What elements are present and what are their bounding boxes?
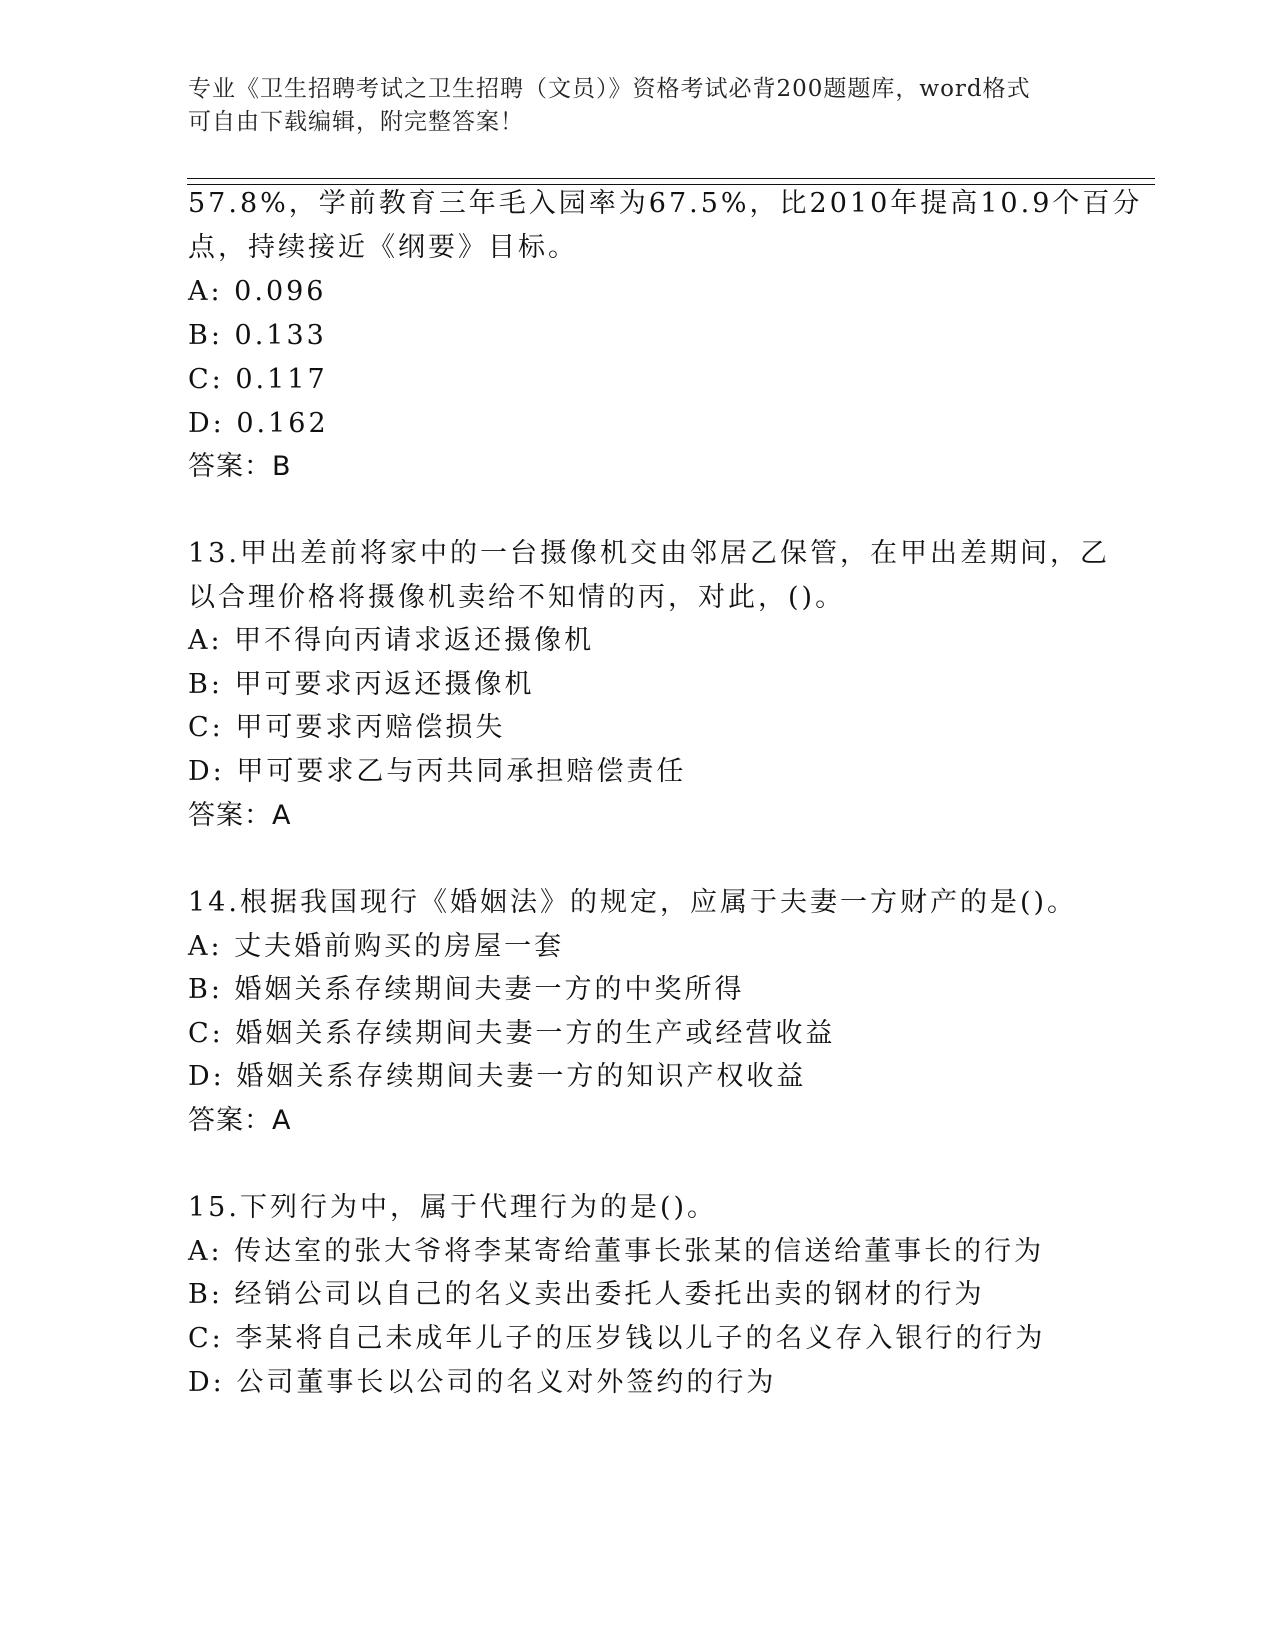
q14-option-c: C: 婚姻关系存续期间夫妻一方的生产或经营收益 <box>188 1018 836 1049</box>
q15-option-b: B: 经销公司以自己的名义卖出委托人委托出卖的钢材的行为 <box>188 1279 985 1310</box>
q13-stem-line-1: 13.甲出差前将家中的一台摄像机交由邻居乙保管，在甲出差期间，乙 <box>188 538 1110 569</box>
q14-option-a: A: 丈夫婚前购买的房屋一套 <box>188 931 565 962</box>
q13-answer: 答案：A <box>188 800 292 831</box>
q14-option-d: D: 婚姻关系存续期间夫妻一方的知识产权收益 <box>188 1061 807 1092</box>
q12-answer: 答案：B <box>188 451 292 482</box>
q12-option-d: D: 0.162 <box>188 408 329 439</box>
header-divider-bottom <box>187 184 1155 185</box>
q12-stem-line-1: 57.8%，学前教育三年毛入园率为67.5%，比2010年提高10.9个百分 <box>188 188 1143 219</box>
header-divider-top <box>187 178 1155 179</box>
q12-option-a: A: 0.096 <box>188 276 327 307</box>
q13-option-c: C: 甲可要求丙赔偿损失 <box>188 712 506 743</box>
q14-answer: 答案：A <box>188 1105 292 1136</box>
q15-option-d: D: 公司董事长以公司的名义对外签约的行为 <box>188 1367 777 1398</box>
q14-option-b: B: 婚姻关系存续期间夫妻一方的中奖所得 <box>188 974 745 1005</box>
q12-option-c: C: 0.117 <box>188 364 328 395</box>
q13-option-a: A: 甲不得向丙请求返还摄像机 <box>188 625 595 656</box>
header-title-line: 专业《卫生招聘考试之卫生招聘（文员）》资格考试必背200题题库，word格式 <box>188 76 1031 102</box>
header-subtitle-line: 可自由下载编辑，附完整答案！ <box>188 109 524 135</box>
q15-option-a: A: 传达室的张大爷将李某寄给董事长张某的信送给董事长的行为 <box>188 1236 1045 1267</box>
q12-stem-line-2: 点，持续接近《纲要》目标。 <box>188 232 578 263</box>
q13-stem-line-2: 以合理价格将摄像机卖给不知情的丙，对此，()。 <box>188 582 846 613</box>
q13-option-b: B: 甲可要求丙返还摄像机 <box>188 669 535 700</box>
q15-option-c: C: 李某将自己未成年儿子的压岁钱以儿子的名义存入银行的行为 <box>188 1323 1046 1354</box>
q12-option-b: B: 0.133 <box>188 320 327 351</box>
q14-stem-line-1: 14.根据我国现行《婚姻法》的规定，应属于夫妻一方财产的是()。 <box>188 887 1078 918</box>
q13-option-d: D: 甲可要求乙与丙共同承担赔偿责任 <box>188 756 687 787</box>
q15-stem-line-1: 15.下列行为中，属于代理行为的是()。 <box>188 1192 718 1223</box>
document-header <box>188 73 1088 139</box>
